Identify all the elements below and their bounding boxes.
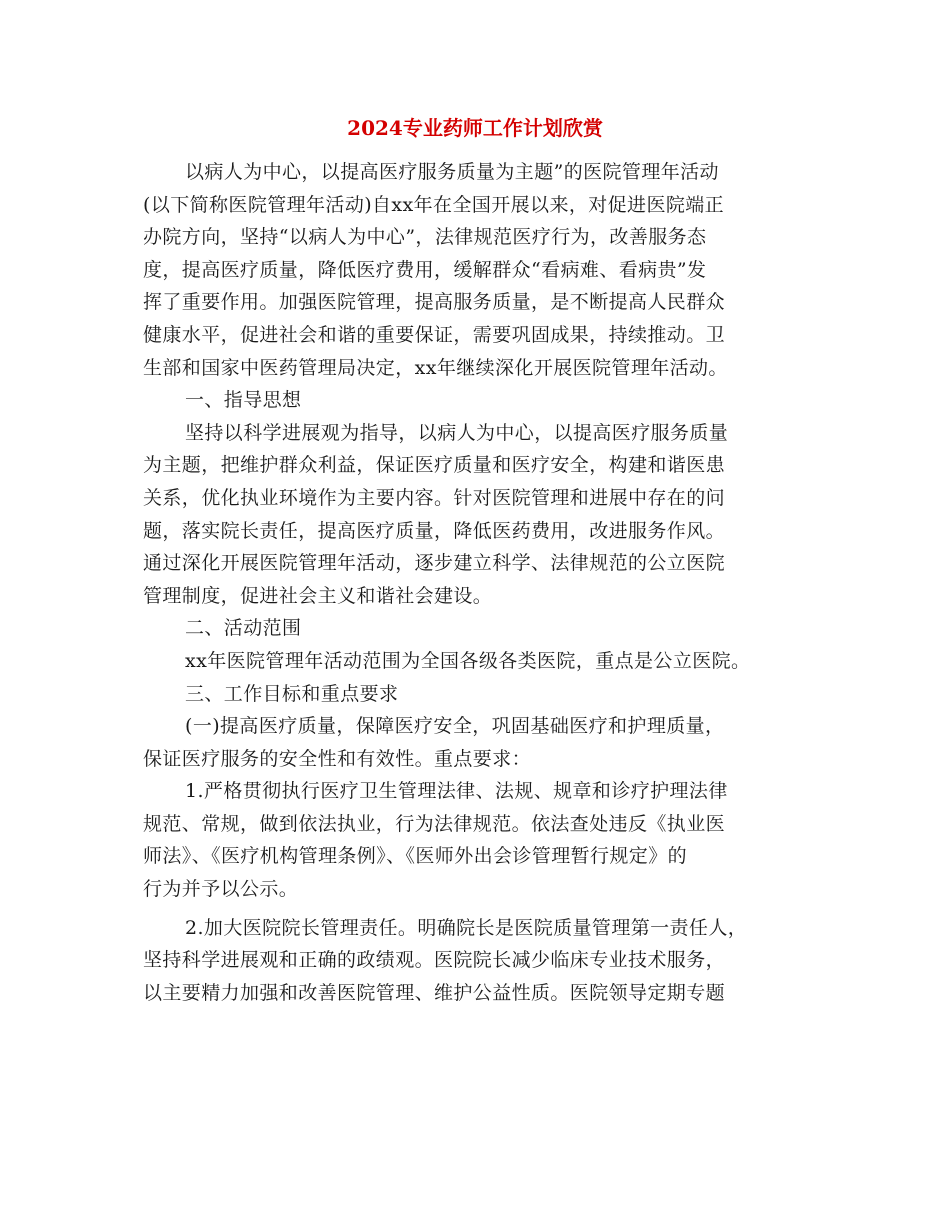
text-line: 二、活动范围: [185, 617, 302, 640]
text-line: xx年医院管理年活动范围为全国各级各类医院，重点是公立医院。: [185, 649, 751, 672]
document-title: 2024专业药师工作计划欣赏: [347, 116, 603, 140]
text-line: 2.加大医院院长管理责任。明确院长是医院质量管理第一责任人，: [185, 916, 748, 939]
text-line: 师法》、《医疗机构管理条例》、《医师外出会诊管理暂行规定》的: [143, 845, 688, 868]
text-line: 为主题，把维护群众利益，保证医疗质量和医疗安全，构建和谐医患: [143, 454, 726, 477]
text-line: 保证医疗服务的安全性和有效性。重点要求：: [143, 747, 532, 770]
text-line: 关系，优化执业环境作为主要内容。针对医院管理和进展中存在的问: [143, 486, 726, 509]
text-line: 健康水平，促进社会和谐的重要保证，需要巩固成果，持续推动。卫: [143, 323, 726, 346]
text-line: 生部和国家中医药管理局决定，xx年继续深化开展医院管理年活动。: [143, 356, 728, 379]
text-line: 坚持以科学进展观为指导，以病人为中心，以提高医疗服务质量: [185, 421, 729, 444]
text-line: 规范、常规，做到依法执业，行为法律规范。依法查处违反《执业医: [143, 812, 726, 835]
text-line: 挥了重要作用。加强医院管理，提高服务质量，是不断提高人民群众: [143, 291, 726, 314]
text-line: 管理制度，促进社会主义和谐社会建设。: [143, 584, 493, 607]
text-line: 以病人为中心，以提高医疗服务质量为主题”的医院管理年活动: [185, 161, 719, 183]
text-line: 三、工作目标和重点要求: [185, 682, 399, 705]
text-line: 一、指导思想: [185, 389, 302, 412]
text-line: 以主要精力加强和改善医院管理、维护公益性质。医院领导定期专题: [143, 981, 726, 1004]
text-line: 通过深化开展医院管理年活动，逐步建立科学、法律规范的公立医院: [143, 552, 726, 575]
text-line: (一)提高医疗质量，保障医疗安全，巩固基础医疗和护理质量，: [185, 715, 725, 738]
text-line: 行为并予以公示。: [143, 878, 299, 901]
text-line: 1.严格贯彻执行医疗卫生管理法律、法规、规章和诊疗护理法律: [185, 780, 728, 803]
text-line: 题，落实院长责任，提高医疗质量，降低医药费用，改进服务作风。: [143, 519, 726, 542]
text-line: 坚持科学进展观和正确的政绩观。医院院长减少临床专业技术服务，: [143, 949, 726, 972]
document-body: [143, 156, 815, 1009]
text-line: (以下简称医院管理年活动)自xx年在全国开展以来，对促进医院端正: [143, 193, 725, 216]
text-line: 度，提高医疗质量，降低医疗费用，缓解群众“看病难、看病贵”发: [143, 258, 707, 281]
text-line: 办院方向，坚持“以病人为中心”，法律规范医疗行为，改善服务态: [143, 226, 707, 249]
